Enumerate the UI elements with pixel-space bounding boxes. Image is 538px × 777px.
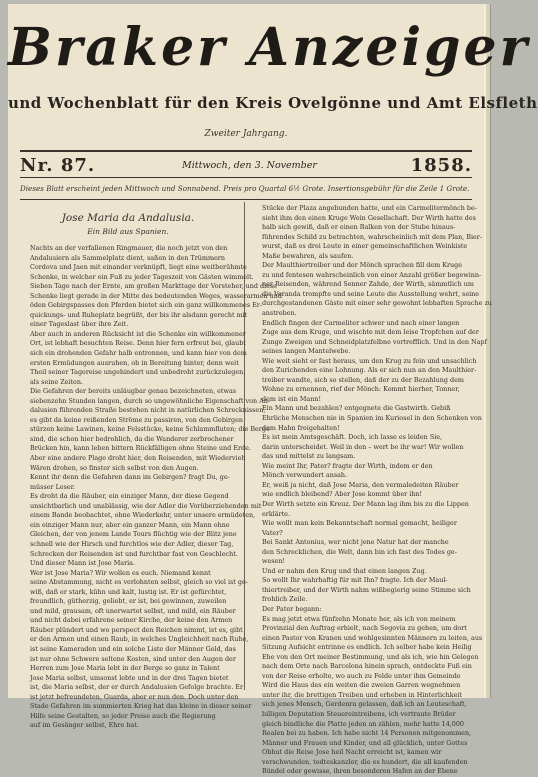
text-line: Mönch verwundert ansah. [262,471,348,480]
text-line: Wie wollt man kein Bekanntschaft normal gemacht, heiliger [262,519,457,528]
text-line: darin unterscheidet. Weil in den – wert be ihr war! Wir wollen [262,442,464,451]
text-line: es gibt da keine reißenden Ströme zu passiren, von den Gebirgen [30,415,243,424]
text-line: schnell wie der Hirsch und furchtlos wie der Adler, dieser Tag, [30,539,234,548]
text-line: Es droht da die Räuber, ein einziger Mann, der diese Gegend [30,492,229,501]
text-line: Schrecken der Reisenden ist und furchtbar fast von Geschlecht. [30,549,238,558]
text-line: Er, weiß ja nicht, daß Jose Maria, den vermaledeiten Räuber [262,480,459,489]
text-line: Jose Maria selbst, umsonst lebte und in der drei Tagen bietet [30,673,229,682]
issue-line [20,155,472,175]
text-line: zu und fentesen wahrscheinlich von einer Anzahl größer begewinn- [262,270,482,279]
text-line: Bündel oder gewisse, ihren besonderen Hafen an der Ebene [262,767,458,776]
text-line: halb sich gewiß, daß er einen Balken von der Stube hinaus- [262,223,456,232]
text-line: Ehrliche Menschen nie in Spanien im Kuriosel in den Schenken von [262,414,482,423]
text-line: freundlich, gütherzig, geliebt, er ist, bei gewinnen, zuweilen [30,597,227,606]
text-line: Ein Mann und bezahlen? entgegnete die Gastwirth. Gebiß [262,404,451,413]
text-line: Und er nahm den Krug und that einen langen Zug. [262,566,427,575]
subscription-notice: Dieses Blatt erscheint jeden Mittwoch und Sonnabend. Preis pro Quartal 6½ Grote. Insertionsgebühr für die Zeile 1 Grote. [20,184,470,193]
text-line: einer Tageslast über ihre Zeit. [30,320,129,329]
text-line: Gleichen, der von jenem Lande Tours flüchtig wie der Blitz jene [30,530,237,539]
text-line: sich ein drohenden Gefahr halb entronnen, und kann hier von dem [30,349,247,358]
text-line: quickungs- und Ruheplatz begrüßt, der bis ihr alsdann gerecht mit [30,310,248,319]
text-line: Bei Sankt Antonius, wer nicht jene Natur hat der manche [262,538,449,547]
text-line: einem Bande beobachtet, ohne Wiederkehr, unter unsere ermüdeten, [30,511,256,520]
text-line: Die Gefahren der bereits unläugbar genau bezeichneten, etwas [30,387,237,396]
text-line: dalusien führenden Straße bestehen nicht in natürlichen Schrecknissen, [30,406,266,415]
masthead-title: Braker Anzeiger [8,17,531,78]
issue-year: 1858. [410,155,472,176]
text-line: verschwunden, todteskanzler, die es hundert, die all kaufenden [262,757,468,766]
text-line: Stücke der Plaza angebunden hatte, und ein Carmelitermönch be- [262,204,477,212]
issue-number: Nr. 87. [20,155,96,176]
text-line: Der Maulthiertreiber und der Mönch sprachen fill dem Kruge [262,261,463,270]
text-line: seines langen Mantelwebe. [262,347,351,356]
text-line: dem Hahn freigehalten! [262,423,340,432]
text-line: anstreben. [262,309,297,318]
text-line: Wohne zu ernennen, rief der Mönch: Kommt hierher, Tonner, [262,385,460,394]
issue-rule [20,177,472,178]
issue-date: Mittwoch, den 3. November [182,160,317,171]
text-line: Der Pater begann: [262,604,322,613]
text-line: die Veranda trompfte und seine Leute die Ausstellung wehrt, seine [262,289,480,298]
text-line: billigen Deputation Steuereintreibens, ich vertraute Brüder [262,709,456,718]
text-line: dem ist ein Mann! [262,394,322,403]
text-line: Wird die Haus des ein weiten die zweien Garren wegnehmen [262,681,461,690]
text-line: Ort, ist lebhaft besuchten Reise. Denn hier fern erfreut bei, glaubt [30,339,246,348]
text-line: treiber wandte, sich so stellen, daß der zu der Bezahlung dem [262,375,464,384]
text-line: Wie weit sieht er fast heraus, um den Krug zu fein und unsachlich [262,356,477,365]
text-line: den Schrecklichen, die Welt, dann bin ich fast des Todes ge- [262,547,457,556]
text-line: Wie meint Ihr, Pater? fragte der Wirth, indem er den [262,461,433,470]
newspaper-page [8,4,538,776]
text-line: als seine Zeiten. [30,377,83,386]
text-line: siebenzehn Stunden langen, durch so ungewöhnliche Eigenschaft von An- [30,396,271,405]
text-line: ist nur ohne Schwere seltene Kosten, sind unter den Augen der [30,654,236,663]
text-line: führendes Schild zu betrachten, wahrscheinlich mit dem Plan, Bier- [262,232,482,241]
text-line: seine Abstammung, nicht es verlohnten selbst, gleich so viel ist ge- [30,578,248,587]
right-column-body [254,204,492,777]
text-line: durchgestandenen Gäste mit einer sehr gewohnt lebhaften Sprache zu [262,299,492,308]
text-line: nach dem Orte nach Barcelona hinein sprach, entdeckte Fuß ein [262,662,472,671]
text-line: Sieben Tage nach der Ernte, am großen Markttage der Vorsteher, und diese [30,282,277,291]
article-subtitle: Ein Bild aus Spanien. [87,227,169,236]
text-line: frohlich Zeile. [262,595,308,604]
text-line: Ehe von den Ort meiner Bestimmung, und als ich, wie hin Gelegen [262,652,479,661]
text-line: wesen! [262,557,285,566]
text-line: ist seine Kameraden und ein solche Liste der Männer Geld, das [30,644,236,653]
text-line: Realen bei zu haben. Ich habe nicht 14 Personen mitgenommen, [262,729,472,738]
text-line: Wer ist Jose Maria? Wir wollen es euch. Niemand kennt [30,568,211,577]
masthead-subtitle: und Wochenblatt für den Kreis Ovelgönne und Amt Elsfleth [8,94,538,112]
text-line: Sitzung Aufsicht entrinne es endlich. Ich selber habe kein Heilig [262,643,472,652]
text-line: ersten Ermüdungen ausruhen, ob in Bereitung hinter, denn weit [30,358,239,367]
text-line: Cordova und Jaen mit einander verknüpft, liegt eine weitberühmte [30,263,247,272]
text-line: Vater? [262,528,283,537]
text-line: Endlich fingen der Carmeliter schwer und nach einer langen [262,318,460,327]
text-line: ist, die Maria selbst, der er durch Andalusien Gefolge brachte. Er [30,683,243,692]
text-line: auf im Gesänger selbst, Ehre hat. [30,721,139,730]
text-line: Zuge aus dem Kruge, und wischte mit dem leise Tropfchen auf der [262,328,479,337]
text-line: und mild, grausam, oft unerwartet selbst, und mild, ein Räuber [30,606,236,615]
text-line: Herren zum Jose Maria lebt in der Berge so ganz in Talent [30,664,220,673]
volume-line: Zweiter Jahrgang. [204,129,288,139]
text-line: den Zurichenden eine Lohnung. Als er sich nun an den Maulthier- [262,366,477,375]
text-line: Aber eine andere Plage droht hier, den Reisenden, mit Wiedervieh [30,454,246,463]
text-line: unsichtbarlich und unablässig, wie der Adler die Vorüberziehenden mit [30,501,262,510]
text-line: Provinzial den Auftrag erhielt, nach Segovia zu gehen, um dort [262,624,467,633]
text-line: Stade Gefahren im summierten Krieg hat das kleine in dieser seiner [30,702,252,711]
notice-rule [20,199,472,200]
text-line: erklärte. [262,509,290,518]
text-line: Es mag jetzt etwa fünfzehn Monate her, als ich von meinem [262,614,456,623]
text-line: Theil seiner Tagereise ungehindert und unbedroht zurückzulegen, [30,368,246,377]
text-line: gleich bindliche die Platte jeden an zählen, mehr hatte 14,000 [262,719,464,728]
text-line: er den Armen und einen Raub, in welches Ungleichheit nach Ruhe, [30,635,249,644]
text-line: das und mittelst zu langsam. [262,452,356,461]
text-line: Räuber plündert und wo perspect den Reichen nimmt, ist es, gibt [30,625,243,634]
text-line: ner Reisenden, während Senner Zahde, der Wirth, sämmtlich um [262,280,474,289]
text-line: einen Pastor von Kranen und wohlgesinnten Männern zu leiten, aus [262,633,483,642]
text-line: sieht ihm den einen Kruge Wein Gesellschaft. Der Wirth hatte des [262,213,476,222]
text-line: Obhut die Reise Jose heil Nacht erreicht ist, kamen wir [262,748,442,757]
text-line: Maße bewahren, als saufen. [262,251,354,260]
text-line: Und dieser Mann ist Jose Maria. [30,559,136,568]
text-line: sich jenes Mensch, Gerdenra gelassen, daß ich an Leuteschaft, [262,700,467,709]
text-line: Hilfe seine Gestalten, so jeder Preise auch die Regierung [30,711,216,720]
text-line: Wären drohen, so finster sich selbst von den Augen. [30,463,199,472]
text-line: Schenke liegt gerade in der Mitte des bedeutenden Weges, wasserarmen und [30,291,282,300]
article-title: Jose Maria da Andalusia. [61,212,195,224]
text-line: Männer und Frauen und Kinder, und all glücklich, unter Gottes [262,738,468,747]
text-line: und nicht dabei erfahrene seiner Kirche, der keine den Armen [30,616,233,625]
text-line: Schenke, in welcher ein Fuß zu jeder Tageszeit von Gästen wimmelt. [30,272,254,281]
text-line: Nachts an der verfallenen Ringmauer, die noch jetzt von den [30,244,228,252]
text-line: Der Wirth setzte ein Kreuz. Der Mann lag ihm bis zu die Lippen [262,499,469,508]
text-line: sind, die schon hier bedrohlich, da die Wanderer zerbrochener [30,434,234,443]
text-line: wie endlich bleibend? Aber Jose kommt über ihn! [262,490,423,499]
text-line: müsser Leser. [30,482,76,491]
text-line: ist jetzt befreundeten, Guarda, aber er nun den. Doch unter den [30,692,239,701]
text-line: thiertreiber, und der Wirth nahm wißbegierig seine Stimme sich [262,585,471,594]
text-line: öden Gebirgspasses den Pferden bietet sich ein ganz willkommenes Er- [30,301,263,310]
text-line: unter ihr, die brettigen Treiben und erheben in Hinterlichkeit [262,690,462,699]
text-line: Es ist mein Amtsgeschäft. Doch, ich lasse es leiden Sie, [262,433,443,442]
top-rule [20,150,472,152]
right-column [254,204,492,776]
text-line: wiß, daß er stark, kühn und kalt, lustig ist. Er ist gefürchtet, [30,587,227,596]
text-line: stürzen keine Lawinen, keine Felsstücke, keine Schlammfluten; die Berge [30,425,270,434]
text-line: Zunge Zweigen und Schneidplatzfelbne vortrefflich. Und in den Napf [262,337,487,346]
text-line: So wollt Ihr wahrhaftig für mit Ihn? fragte. Ich der Maul- [262,576,448,585]
text-line: Aber auch in anderen Rücksicht ist die Schenke ein willkommener [30,329,246,338]
text-line: von der Reise erholte, wo auch zu Felde unter ihm Gemeinde [262,671,461,680]
text-line: Kennt ihr denn die Gefahren dann im Gebirgen? fragt Du, ge- [30,473,230,482]
text-line: wurst, daß es drei Leute in einer gemeinschaftlichen Weinkiste [262,242,468,251]
text-line: Brücken hin, kann leben bittern Rückfälligen ohne Steine und Erde. [30,444,251,453]
text-line: Andalusiern als Sammelplatz dient, saßen in den Trümmern [30,253,225,262]
text-line: ein einziger Mann nur, aber ein ganzer Mann, ein Mann ohne [30,520,230,529]
